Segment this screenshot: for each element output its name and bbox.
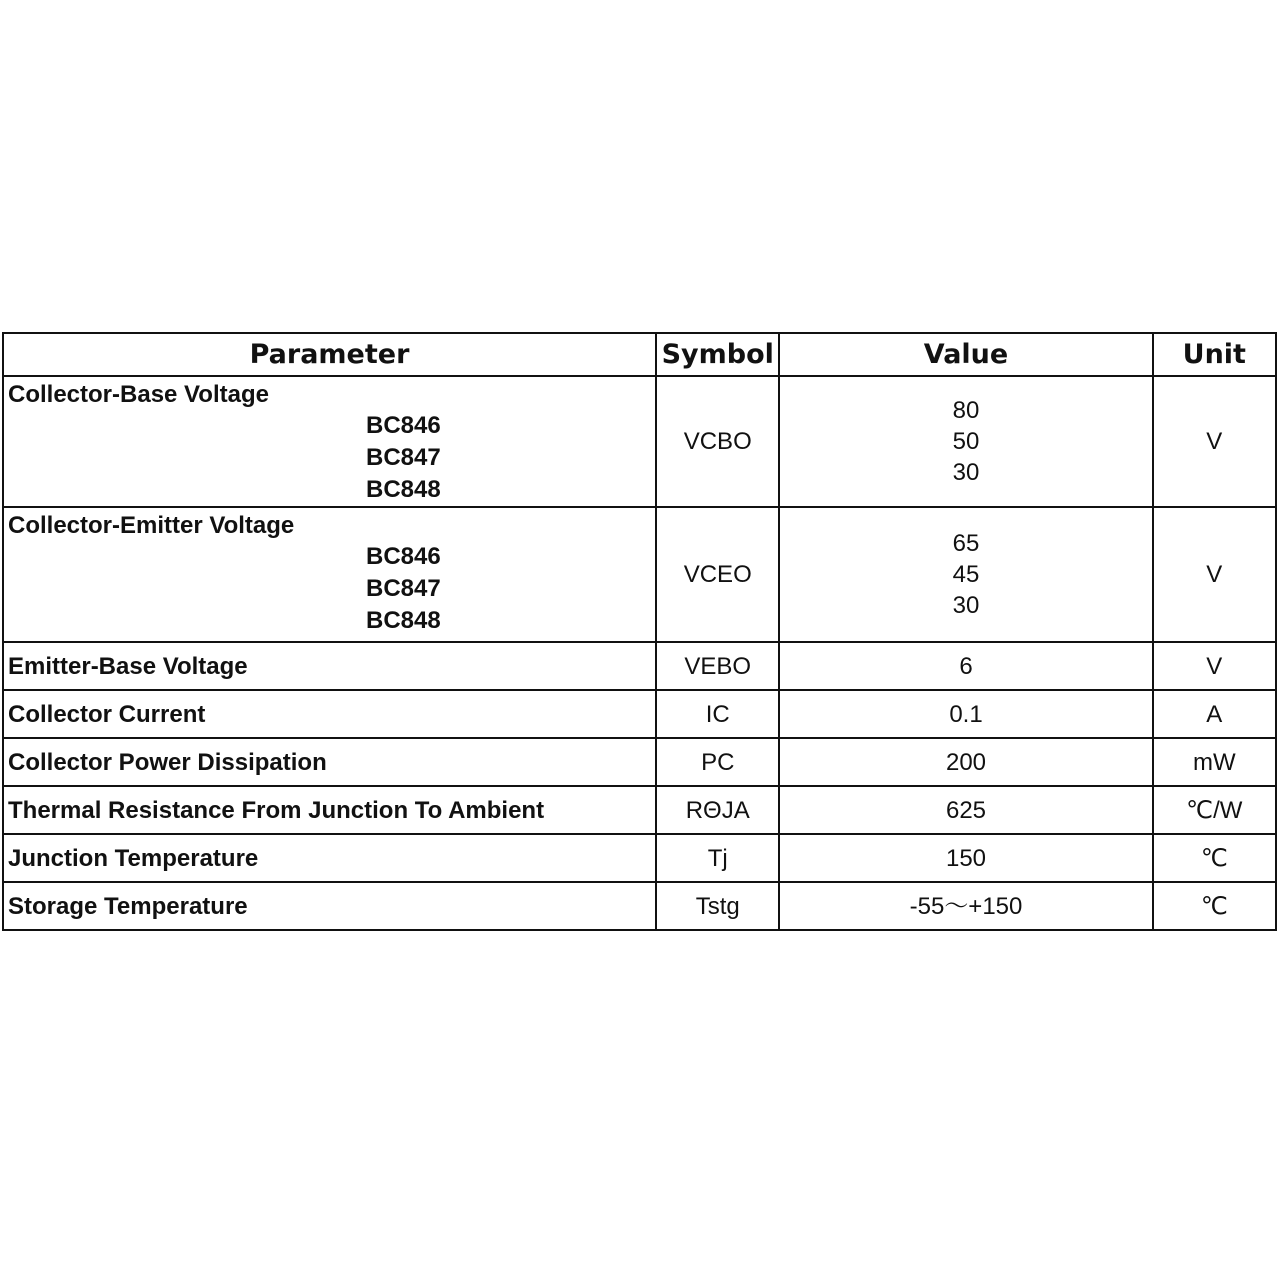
table-row — [3, 376, 1276, 507]
table-row — [3, 834, 1276, 882]
variant-label: BC846 — [366, 412, 441, 439]
variant-label: BC848 — [366, 476, 441, 503]
unit-cell: V — [1153, 376, 1276, 507]
unit-cell: mW — [1153, 738, 1276, 786]
value-cell: 150 — [779, 834, 1152, 882]
table-row — [3, 738, 1276, 786]
symbol-cell: VCBO — [656, 376, 779, 507]
value-cell: 0.1 — [779, 690, 1152, 738]
symbol-cell: RΘJA — [656, 786, 779, 834]
variant-label: BC847 — [366, 575, 441, 602]
table-row — [3, 882, 1276, 930]
symbol-cell: IC — [656, 690, 779, 738]
value-line: 30 — [952, 592, 980, 619]
parameter-name: Collector-Emitter Voltage — [8, 512, 295, 539]
parameter-cell: Storage Temperature — [3, 882, 656, 930]
value-cell: -55～+150 — [779, 882, 1152, 930]
value-cell — [779, 376, 1152, 507]
unit-cell: V — [1153, 507, 1276, 642]
parameter-cell: Collector Power Dissipation — [3, 738, 656, 786]
unit-cell: V — [1153, 642, 1276, 690]
value-line: 45 — [952, 561, 980, 588]
table-row — [3, 786, 1276, 834]
unit-cell: A — [1153, 690, 1276, 738]
unit-cell: ℃/W — [1153, 786, 1276, 834]
table-header-row — [3, 333, 1276, 376]
parameter-cell: Collector Current — [3, 690, 656, 738]
value-line: 65 — [952, 530, 980, 557]
parameter-cell — [3, 376, 656, 507]
unit-cell: ℃ — [1153, 834, 1276, 882]
table-row — [3, 690, 1276, 738]
header-unit: Unit — [1153, 333, 1276, 376]
variant-label: BC846 — [366, 543, 441, 570]
table-row — [3, 642, 1276, 690]
parameter-cell: Emitter-Base Voltage — [3, 642, 656, 690]
parameter-cell: Junction Temperature — [3, 834, 656, 882]
symbol-cell: VEBO — [656, 642, 779, 690]
parameter-name: Collector-Base Voltage — [8, 381, 269, 408]
value-cell: 6 — [779, 642, 1152, 690]
symbol-cell: Tj — [656, 834, 779, 882]
header-parameter: Parameter — [3, 333, 656, 376]
symbol-cell: Tstg — [656, 882, 779, 930]
value-line: 30 — [952, 459, 980, 486]
variant-label: BC847 — [366, 444, 441, 471]
absolute-maximum-ratings-table — [2, 332, 1277, 931]
value-line: 80 — [952, 397, 980, 424]
value-cell — [779, 507, 1152, 642]
symbol-cell: PC — [656, 738, 779, 786]
parameter-cell — [3, 507, 656, 642]
variant-label: BC848 — [366, 607, 441, 634]
table-row — [3, 507, 1276, 642]
header-symbol: Symbol — [656, 333, 779, 376]
unit-cell: ℃ — [1153, 882, 1276, 930]
value-cell: 625 — [779, 786, 1152, 834]
header-value: Value — [779, 333, 1152, 376]
parameter-cell: Thermal Resistance From Junction To Ambient — [3, 786, 656, 834]
value-line: 50 — [952, 428, 980, 455]
symbol-cell: VCEO — [656, 507, 779, 642]
value-cell: 200 — [779, 738, 1152, 786]
